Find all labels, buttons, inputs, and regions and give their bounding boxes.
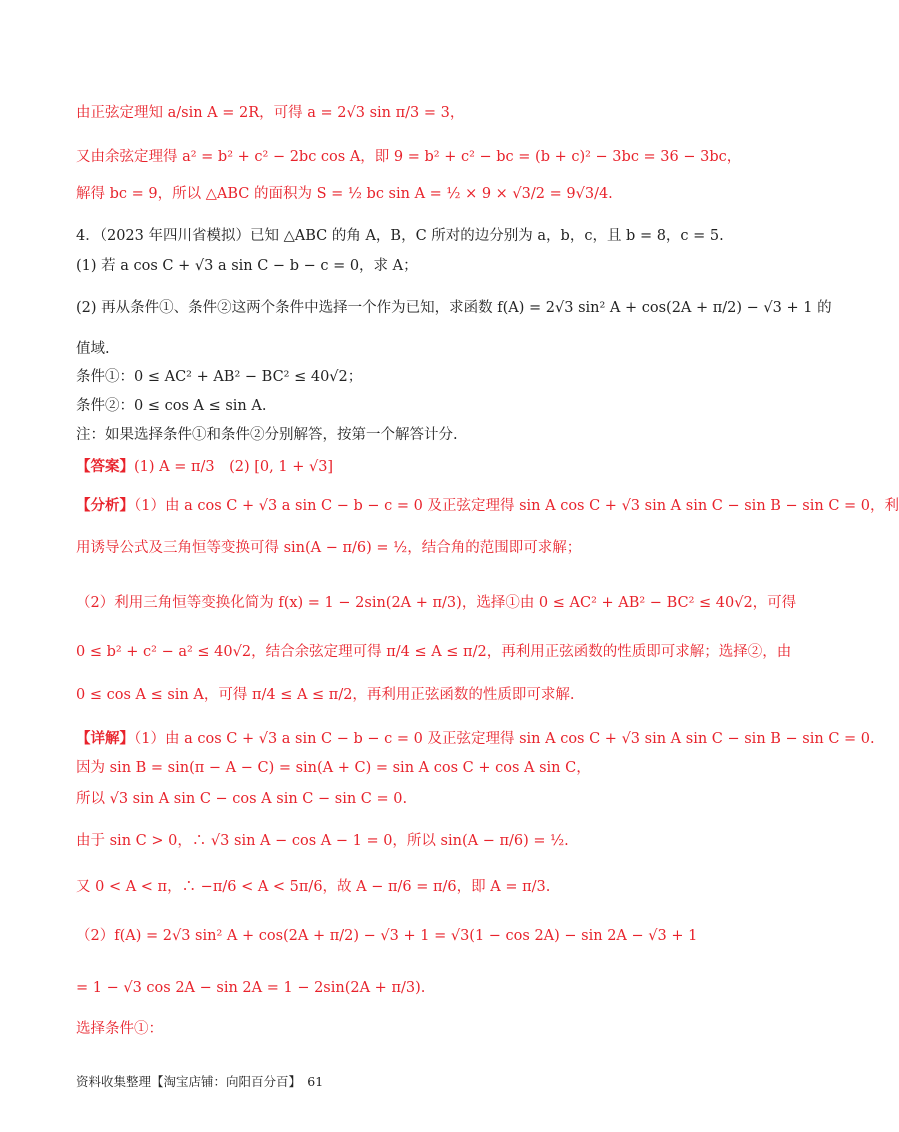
text-line-13: 用诱导公式及三角恒等变换可得 sin(A − π/6) = ½，结合角的范围即可求解； bbox=[76, 540, 582, 556]
text-line-17 bbox=[76, 728, 875, 750]
text-line-4: 4．（2023 年四川省模拟）已知 △ABC 的角 A，B，C 所对的边分别为 a，b，c，且 b = 8，c = 5. bbox=[76, 228, 724, 244]
text-line-3: 解得 bc = 9，所以 △ABC 的面积为 S = ½ bc sin A = ½ × 9 × √3/2 = 9√3/4. bbox=[76, 186, 613, 202]
text-line-7: 值域. bbox=[76, 341, 110, 357]
line-text: (1) A = π/3 (2) [0, 1 + √3] bbox=[134, 459, 334, 475]
text-line-1: 由正弦定理知 a/sin A = 2R，可得 a = 2√3 sin π/3 = 3， bbox=[76, 105, 465, 121]
text-line-24: 选择条件①： bbox=[76, 1021, 163, 1037]
text-line-15: 0 ≤ b² + c² − a² ≤ 40√2，结合余弦定理可得 π/4 ≤ A ≤ π/2，再利用正弦函数的性质即可求解；选择②，由 bbox=[76, 644, 792, 660]
text-line-23: = 1 − √3 cos 2A − sin 2A = 1 − 2sin(2A + π/3). bbox=[76, 980, 426, 996]
text-line-2: 又由余弦定理得 a² = b² + c² − 2bc cos A，即 9 = b² + c² − bc = (b + c)² − 3bc = 36 − 3bc， bbox=[76, 149, 742, 165]
section-tag: 【详解】 bbox=[76, 730, 134, 747]
text-line-12 bbox=[76, 495, 899, 517]
section-tag: 【分析】 bbox=[76, 497, 134, 514]
text-line-5: (1) 若 a cos C + √3 a sin C − b − c = 0，求 A； bbox=[76, 258, 418, 274]
section-tag: 【答案】 bbox=[76, 458, 134, 475]
text-line-16: 0 ≤ cos A ≤ sin A，可得 π/4 ≤ A ≤ π/2，再利用正弦函数的性质即可求解. bbox=[76, 687, 575, 703]
line-text: （1）由 a cos C + √3 a sin C − b − c = 0 及正弦定理得 sin A cos C + √3 sin A sin C − sin B − sin C = 0. bbox=[134, 731, 875, 747]
text-line-9: 条件②：0 ≤ cos A ≤ sin A. bbox=[76, 398, 267, 414]
text-line-19: 所以 √3 sin A sin C − cos A sin C − sin C = 0. bbox=[76, 791, 408, 807]
text-line-8: 条件①：0 ≤ AC² + AB² − BC² ≤ 40√2； bbox=[76, 369, 363, 385]
text-line-22: （2）f(A) = 2√3 sin² A + cos(2A + π/2) − √3 + 1 = √3(1 − cos 2A) − sin 2A − √3 + 1 bbox=[76, 928, 698, 944]
text-line-6: (2) 再从条件①、条件②这两个条件中选择一个作为已知，求函数 f(A) = 2√3 sin² A + cos(2A + π/2) − √3 + 1 的 bbox=[76, 300, 832, 316]
text-line-21: 又 0 < A < π，∴ −π/6 < A < 5π/6，故 A − π/6 = π/6，即 A = π/3. bbox=[76, 879, 551, 895]
text-line-20: 由于 sin C > 0，∴ √3 sin A − cos A − 1 = 0，所以 sin(A − π/6) = ½. bbox=[76, 833, 569, 849]
text-line-14: （2）利用三角恒等变换化简为 f(x) = 1 − 2sin(2A + π/3)，选择①由 0 ≤ AC² + AB² − BC² ≤ 40√2，可得 bbox=[76, 595, 797, 611]
page-footer: 资料收集整理【淘宝店铺：向阳百分百】 61 bbox=[76, 1074, 324, 1089]
text-line-18: 因为 sin B = sin(π − A − C) = sin(A + C) = sin A cos C + cos A sin C， bbox=[76, 760, 591, 776]
line-text: （1）由 a cos C + √3 a sin C − b − c = 0 及正弦定理得 sin A cos C + √3 sin A sin C − sin B − sin C = 0，利 bbox=[134, 498, 899, 514]
text-line-11 bbox=[76, 456, 740, 478]
text-line-10: 注：如果选择条件①和条件②分别解答，按第一个解答计分. bbox=[76, 427, 458, 443]
